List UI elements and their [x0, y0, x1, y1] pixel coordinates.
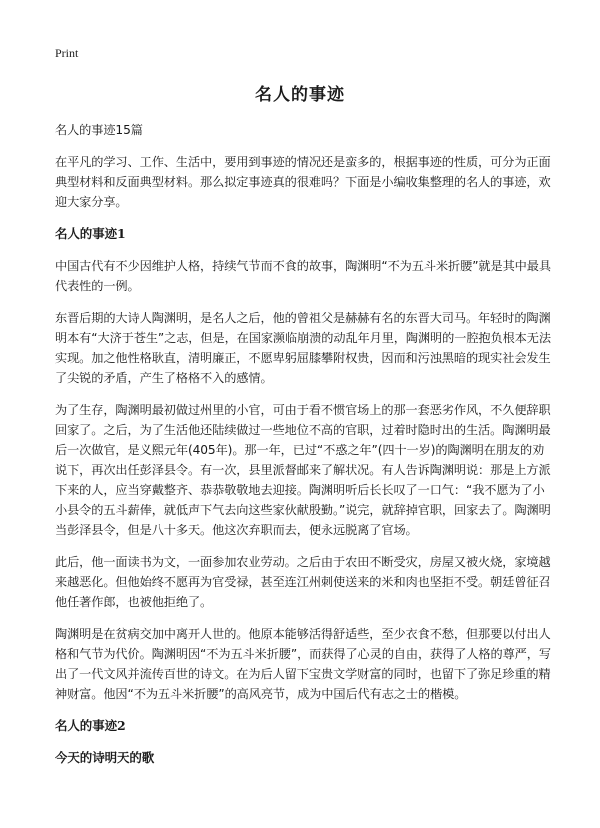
section1-paragraph-3: 为了生存，陶渊明最初做过州里的小官，可由于看不惯官场上的那一套恶劣作风，不久便辞职回家了。之后，为了生活他还陆续做过一些地位不高的官职，过着时隐时出的生活。陶渊明最后一次做官，是义熙元年(405年)。那一年，已过“不惑之年”(四十一岁)的陶渊明在朋友的劝说下，再次出任彭泽县令。有一次，县里派督邮来了解状况。有人告诉陶渊明说：那是上方派下来的人，应当穿戴整齐、恭恭敬敬地去迎接。陶渊明听后长长叹了一口气：“我不愿为了小小县令的五斗薪俸，就低声下气去向这些家伙献殷勤。”说完，就辞掉官职，回家去了。陶渊明当彭泽县令，但是八十多天。他这次弃职而去，便永远脱离了官场。: [55, 403, 551, 537]
section1-paragraph-1: 中国古代有不少因维护人格，持续气节而不食的故事，陶渊明“不为五斗米折腰”就是其中最具代表性的一例。: [55, 259, 551, 293]
section1-paragraph-2: 东晋后期的大诗人陶渊明，是名人之后，他的曾祖父是赫赫有名的东晋大司马。年轻时的陶渊明本有“大济于苍生”之志，但是，在国家濒临崩溃的动乱年月里，陶渊明的一腔抱负根本无法实现。加之他性格耿直，清明廉正，不愿卑躬屈膝攀附权贵，因而和污浊黑暗的现实社会发生了尖锐的矛盾，产生了格格不入的感情。: [55, 311, 551, 385]
page-title: 名人的事迹: [255, 85, 345, 105]
article-body: [55, 120, 555, 780]
print-link[interactable]: Print: [55, 46, 79, 60]
section-heading-2: 名人的事迹2: [55, 718, 126, 733]
article-subtitle: 名人的事迹15篇: [55, 123, 143, 137]
section1-paragraph-5: 陶渊明是在贫病交加中离开人世的。他原本能够活得舒适些，至少衣食不愁，但那要以付出人格和气节为代价。陶渊明因“不为五斗米折腰”，而获得了心灵的自由，获得了人格的尊严，写出了一代文风并流传百世的诗文。在为后人留下宝贵文学财富的同时，也留下了弥足珍重的精神财富。他因“不为五斗米折腰”的高风亮节，成为中国后代有志之士的楷模。: [55, 627, 551, 701]
intro-paragraph: 在平凡的学习、工作、生活中，要用到事迹的情况还是蛮多的，根据事迹的性质，可分为正面典型材料和反面典型材料。那么拟定事迹真的很难吗？下面是小编收集整理的名人的事迹，欢迎大家分享。: [55, 155, 551, 209]
section2-subheading: 今天的诗明天的歌: [55, 750, 155, 765]
section-heading-1: 名人的事迹1: [55, 226, 126, 241]
section1-paragraph-4: 此后，他一面读书为文，一面参加农业劳动。之后由于农田不断受灾，房屋又被火烧，家境越来越恶化。但他始终不愿再为官受禄，甚至连江州刺使送来的米和肉也坚拒不受。朝廷曾征召他任著作郎，也被他拒绝了。: [55, 555, 551, 609]
